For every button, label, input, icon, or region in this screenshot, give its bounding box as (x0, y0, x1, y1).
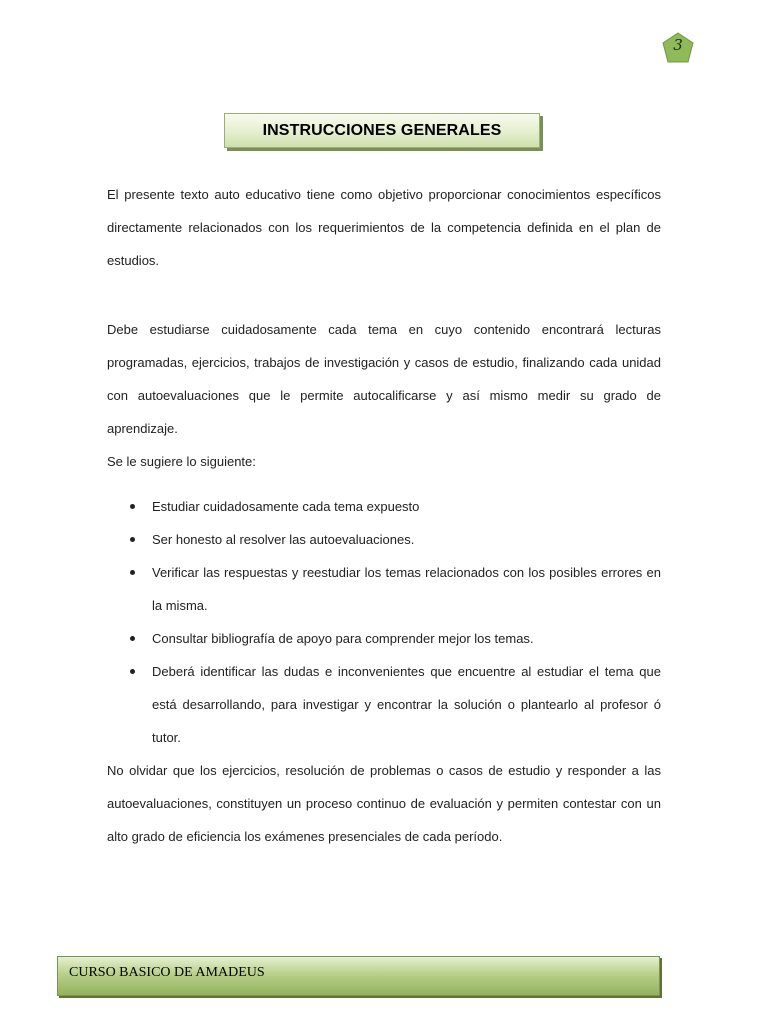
document-body (107, 178, 661, 853)
list-item: Verificar las respuestas y reestudiar los temas relacionados con los posibles errores en la misma. (152, 556, 661, 622)
study-paragraph: Debe estudiarse cuidadosamente cada tema en cuyo contenido encontrará lecturas programadas, ejercicios, trabajos de investigación y casos de estudio, finalizando cada unidad con autoevaluaciones que le permite autocalificarse y así mismo medir su grado de aprendizaje. (107, 322, 661, 436)
suggestion-intro: Se le sugiere lo siguiente: (107, 454, 256, 469)
intro-paragraph: El presente texto auto educativo tiene como objetivo proporcionar conocimientos específicos directamente relacionados con los requerimientos de la competencia definida en el plan de estudios. (107, 187, 661, 268)
list-item: Deberá identificar las dudas e inconvenientes que encuentre al estudiar el tema que está desarrollando, para investigar y encontrar la solución o plantearlo al profesor ó tutor. (152, 655, 661, 754)
footer-course-title: CURSO BASICO DE AMADEUS (69, 965, 265, 980)
list-item: Consultar bibliografía de apoyo para comprender mejor los temas. (152, 622, 661, 655)
closing-paragraph: No olvidar que los ejercicios, resolución de problemas o casos de estudio y responder a las autoevaluaciones, constituyen un proceso continuo de evaluación y permiten contestar con un alto grado de eficiencia los exámenes presenciales de cada período. (107, 763, 661, 844)
suggestion-list (107, 490, 661, 754)
section-title-box (224, 113, 540, 148)
footer-bar (57, 956, 660, 996)
page-number: 3 (673, 36, 683, 54)
section-title: INSTRUCCIONES GENERALES (262, 121, 502, 139)
page-number-badge (662, 32, 694, 64)
list-item: Ser honesto al resolver las autoevaluaciones. (152, 523, 661, 556)
list-item: Estudiar cuidadosamente cada tema expuesto (152, 490, 661, 523)
